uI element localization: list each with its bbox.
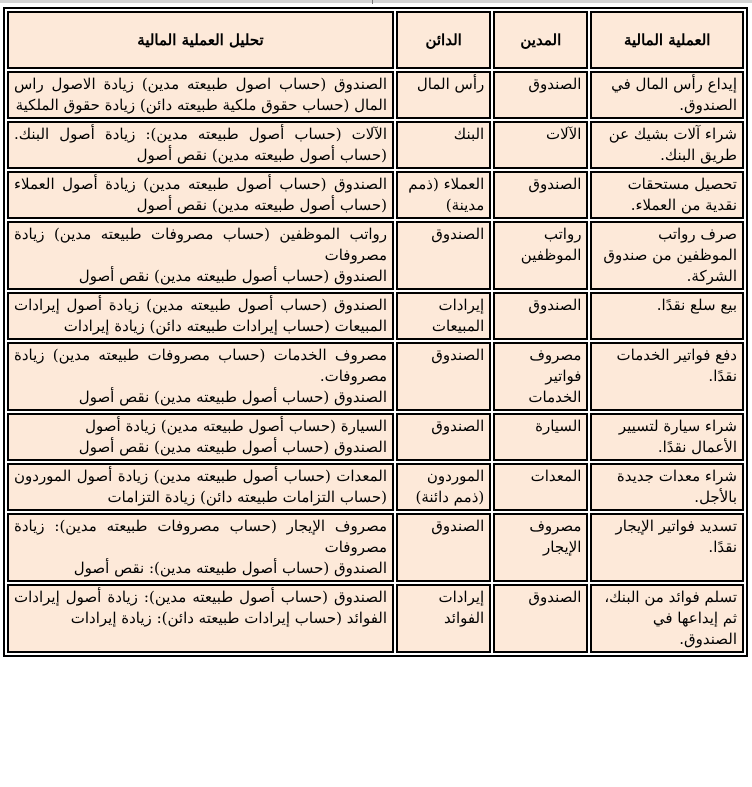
- cell-operation: بيع سلع نقدًا.: [590, 292, 744, 340]
- cell-debtor: رواتب الموظفين: [493, 221, 588, 290]
- cell-debtor: السيارة: [493, 413, 588, 461]
- cell-creditor: رأس المال: [396, 71, 491, 119]
- analysis-line: الصندوق (حساب أصول طبيعته مدين): زيادة أصول إيرادات الفوائد (حساب إيرادات طبيعته دائن): زيادة إيرادات: [14, 588, 388, 627]
- analysis-line: الصندوق (حساب أصول طبيعته مدين) زيادة أصول إيرادات المبيعات (حساب إيرادات طبيعته دائن) زيادة إيرادات: [14, 296, 388, 335]
- cell-operation: صرف رواتب الموظفين من صندوق الشركة.: [590, 221, 744, 290]
- table-header-row: [7, 11, 744, 69]
- financial-operations-table: [3, 7, 748, 657]
- cell-creditor: الصندوق: [396, 413, 491, 461]
- cell-creditor: الصندوق: [396, 221, 491, 290]
- cell-debtor: الصندوق: [493, 292, 588, 340]
- analysis-line: المعدات (حساب أصول طبيعته مدين) زيادة أصول الموردون (حساب التزامات طبيعته دائن) زيادة التزامات: [14, 467, 388, 506]
- table-row: [7, 513, 744, 582]
- cell-analysis: [7, 171, 394, 219]
- table-row: [7, 463, 744, 511]
- table-row: [7, 584, 744, 653]
- cell-analysis: [7, 413, 394, 461]
- cell-operation: تسلم فوائد من البنك، ثم إيداعها في الصندوق.: [590, 584, 744, 653]
- analysis-line: الصندوق (حساب أصول طبيعته مدين) نقص أصول: [78, 438, 388, 456]
- cell-operation: إيداع رأس المال في الصندوق.: [590, 71, 744, 119]
- table-row: [7, 121, 744, 169]
- cell-operation: تسديد فواتير الإيجار نقدًا.: [590, 513, 744, 582]
- cell-creditor: الصندوق: [396, 342, 491, 411]
- document-page: [3, 7, 748, 657]
- analysis-line: الصندوق (حساب أصول طبيعته مدين) زيادة أصول العملاء (حساب أصول طبيعته مدين) نقص أصول: [14, 175, 388, 214]
- cell-creditor: الموردون (ذمم دائنة): [396, 463, 491, 511]
- cell-debtor: الصندوق: [493, 71, 588, 119]
- table-row: [7, 71, 744, 119]
- cell-analysis: [7, 71, 394, 119]
- cell-creditor: إيرادات المبيعات: [396, 292, 491, 340]
- cell-creditor: العملاء (ذمم مدينة): [396, 171, 491, 219]
- cell-creditor: الصندوق: [396, 513, 491, 582]
- cell-operation: دفع فواتير الخدمات نقدًا.: [590, 342, 744, 411]
- header-operation: العملية المالية: [590, 11, 744, 69]
- analysis-line: مصروف الإيجار (حساب مصروفات طبيعته مدين): زيادة مصروفات: [14, 517, 388, 556]
- cell-analysis: [7, 584, 394, 653]
- analysis-line: الصندوق (حساب أصول طبيعته مدين): نقص أصول: [73, 559, 388, 577]
- table-row: [7, 292, 744, 340]
- analysis-line: الصندوق (حساب اصول طبيعته مدين) زيادة الاصول راس المال (حساب حقوق ملكية طبيعته دائن) زيادة حقوق الملكية: [14, 75, 388, 114]
- cell-creditor: البنك: [396, 121, 491, 169]
- analysis-line: الصندوق (حساب أصول طبيعته مدين) نقص أصول: [78, 388, 388, 406]
- cell-analysis: [7, 121, 394, 169]
- cell-debtor: الآلات: [493, 121, 588, 169]
- cell-analysis: [7, 342, 394, 411]
- analysis-line: رواتب الموظفين (حساب مصروفات طبيعته مدين) زيادة مصروفات: [14, 225, 388, 264]
- cell-debtor: مصروف فواتير الخدمات: [493, 342, 588, 411]
- cell-operation: شراء معدات جديدة بالأجل.: [590, 463, 744, 511]
- analysis-line: الآلات (حساب أصول طبيعته مدين): زيادة أصول البنك. (حساب أصول طبيعته مدين) نقص أصول: [14, 125, 388, 164]
- header-analysis: تحليل العملية المالية: [7, 11, 394, 69]
- cell-creditor: إيرادات الفوائد: [396, 584, 491, 653]
- ruler-marker: [372, 0, 373, 4]
- cell-debtor: مصروف الإيجار: [493, 513, 588, 582]
- header-creditor: الدائن: [396, 11, 491, 69]
- cell-analysis: [7, 221, 394, 290]
- analysis-line: مصروف الخدمات (حساب مصروفات طبيعته مدين) زيادة مصروفات.: [14, 346, 388, 385]
- cell-analysis: [7, 463, 394, 511]
- cell-analysis: [7, 292, 394, 340]
- cell-analysis: [7, 513, 394, 582]
- cell-debtor: الصندوق: [493, 584, 588, 653]
- cell-debtor: المعدات: [493, 463, 588, 511]
- table-row: [7, 171, 744, 219]
- table-row: [7, 413, 744, 461]
- top-ruler: [0, 0, 752, 3]
- cell-operation: شراء آلات بشيك عن طريق البنك.: [590, 121, 744, 169]
- table-row: [7, 221, 744, 290]
- cell-operation: تحصيل مستحقات نقدية من العملاء.: [590, 171, 744, 219]
- table-row: [7, 342, 744, 411]
- cell-operation: شراء سيارة لتسيير الأعمال نقدًا.: [590, 413, 744, 461]
- analysis-line: السيارة (حساب أصول طبيعته مدين) زيادة أصول: [85, 417, 388, 435]
- header-debtor: المدين: [493, 11, 588, 69]
- cell-debtor: الصندوق: [493, 171, 588, 219]
- analysis-line: الصندوق (حساب أصول طبيعته مدين) نقص أصول: [78, 267, 388, 285]
